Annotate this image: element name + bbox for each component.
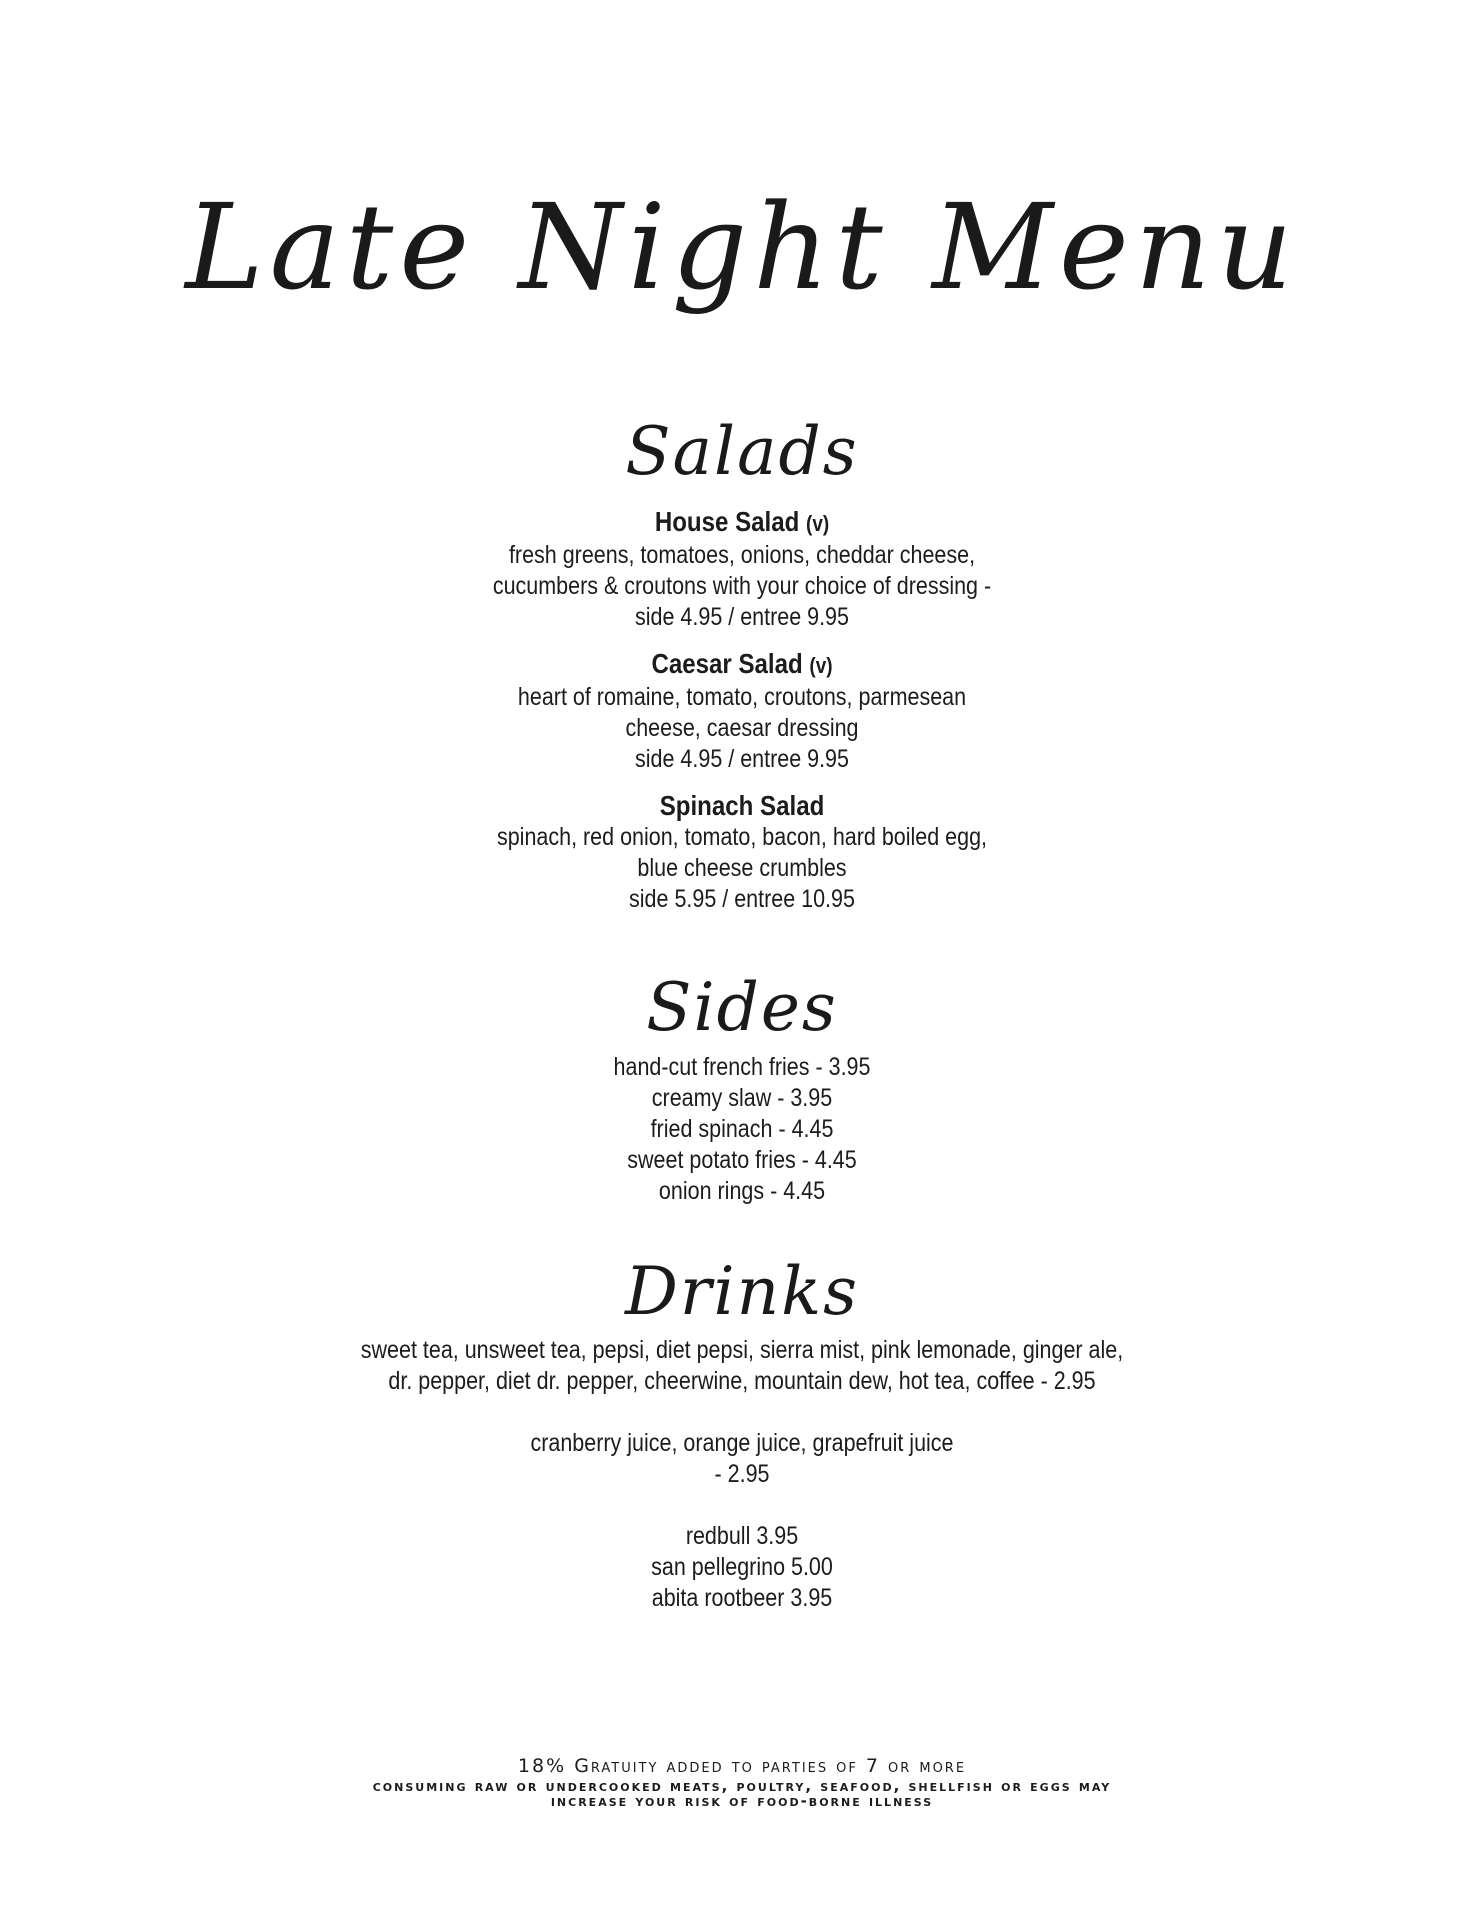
drink-item: cranberry juice, orange juice, grapefruit juice (530, 1429, 954, 1457)
item-description: blue cheese crumbles (637, 854, 847, 882)
menu-item-caesar-salad (104, 647, 1380, 775)
menu-item-house-salad (104, 505, 1380, 633)
side-item: creamy slaw - 3.95 (651, 1084, 833, 1112)
salads-list (104, 505, 1380, 929)
food-warning: consuming raw or undercooked meats, poultry, seafood, shellfish or eggs may (372, 1777, 1112, 1795)
item-price: side 4.95 / entree 9.95 (635, 745, 849, 773)
drink-item: sweet tea, unsweet tea, pepsi, diet pepsi, sierra mist, pink lemonade, ginger ale, (360, 1336, 1124, 1364)
item-description: cucumbers & croutons with your choice of dressing - (492, 572, 992, 600)
drink-item: - 2.95 (714, 1460, 770, 1488)
item-name: House Salad (v) (654, 506, 830, 537)
gratuity-note: 18% Gratuity added to parties of 7 or more (517, 1755, 967, 1777)
menu-item-spinach-salad (104, 789, 1380, 915)
item-name: Spinach Salad (659, 790, 825, 821)
drink-item: redbull 3.95 (685, 1522, 799, 1550)
item-description: fresh greens, tomatoes, onions, cheddar cheese, (508, 541, 976, 569)
sides-list (104, 1052, 1380, 1207)
drinks-list (104, 1335, 1380, 1614)
side-item: hand-cut french fries - 3.95 (613, 1053, 871, 1081)
menu-title: Late Night Menu (185, 178, 1299, 316)
item-description: heart of romaine, tomato, croutons, parmesean (517, 683, 967, 711)
side-item: sweet potato fries - 4.45 (627, 1146, 857, 1174)
drink-item: san pellegrino 5.00 (651, 1553, 833, 1581)
side-item: onion rings - 4.45 (658, 1177, 826, 1205)
item-price: side 4.95 / entree 9.95 (635, 603, 849, 631)
item-name: Caesar Salad (v) (651, 648, 833, 679)
side-item: fried spinach - 4.45 (650, 1115, 834, 1143)
drink-item: abita rootbeer 3.95 (651, 1584, 833, 1612)
footer-notice (0, 1756, 1484, 1809)
drink-item: dr. pepper, diet dr. pepper, cheerwine, mountain dew, hot tea, coffee - 2.95 (388, 1367, 1096, 1395)
drinks-heading: Drinks (625, 1253, 859, 1330)
food-warning: increase your risk of food-borne illness (550, 1792, 934, 1810)
salads-heading: Salads (625, 413, 859, 490)
item-price: side 5.95 / entree 10.95 (629, 885, 855, 913)
item-description: spinach, red onion, tomato, bacon, hard boiled egg, (496, 823, 988, 851)
sides-heading: Sides (646, 969, 838, 1046)
item-description: cheese, caesar dressing (625, 714, 859, 742)
